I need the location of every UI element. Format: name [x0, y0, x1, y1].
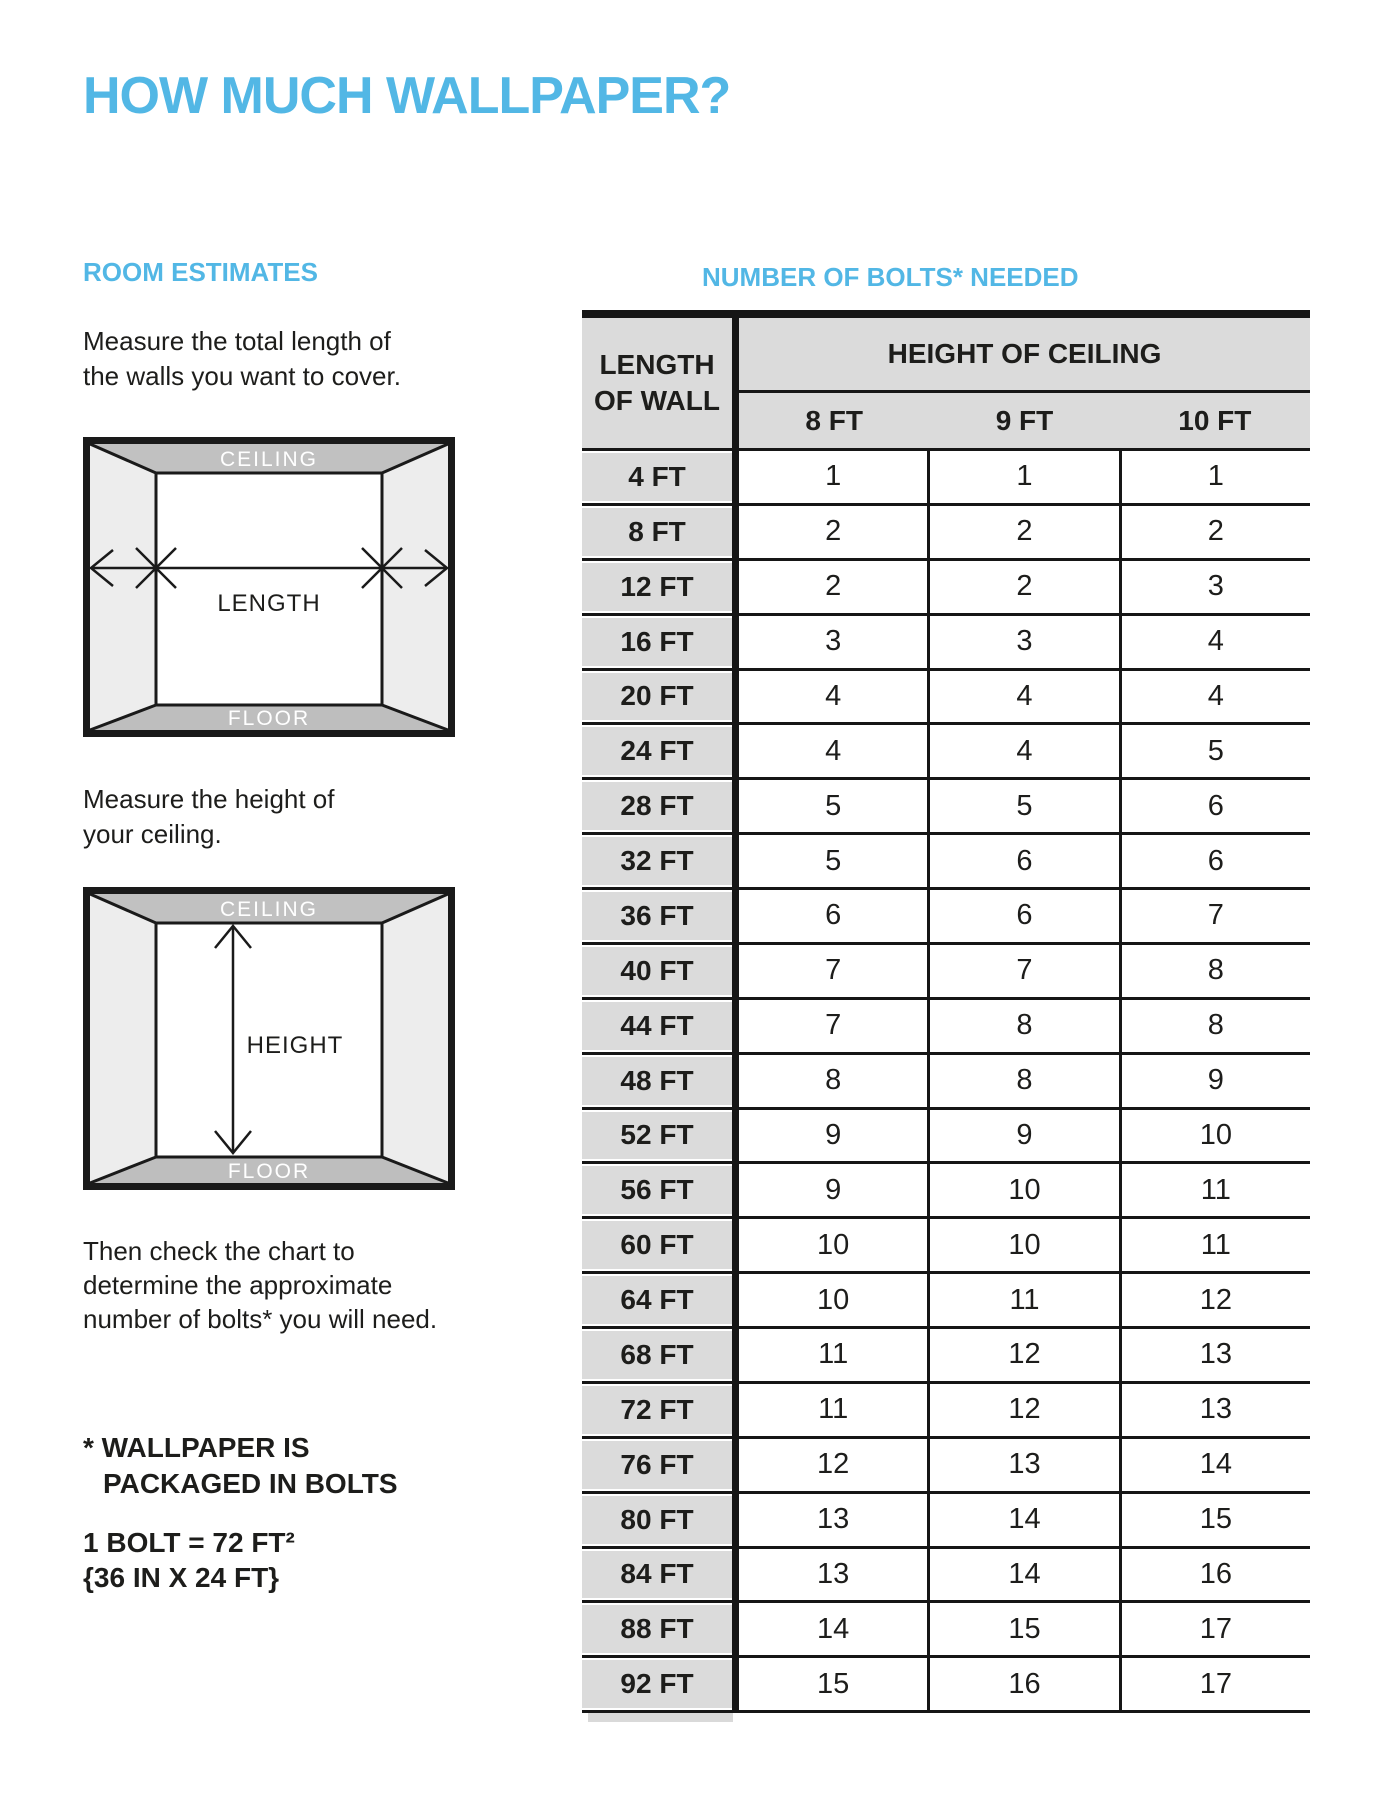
cell-value: 15 [927, 1603, 1118, 1655]
row-label: 64 FT [582, 1274, 732, 1326]
cell-value: 16 [927, 1658, 1118, 1710]
cell-value: 7 [927, 945, 1118, 997]
row-label: 60 FT [582, 1219, 732, 1271]
para-check-chart-line3: number of bolts* you will need. [83, 1304, 438, 1334]
cell-value: 10 [739, 1274, 927, 1326]
cell-value: 6 [1119, 835, 1310, 887]
corner-line1: LENGTH [599, 349, 715, 380]
cell-value: 8 [927, 1000, 1118, 1052]
row-label: 8 FT [582, 506, 732, 558]
para-measure-length [83, 324, 401, 394]
row-label: 32 FT [582, 835, 732, 887]
bolts-table [582, 310, 1310, 1724]
cell-value: 10 [927, 1164, 1118, 1216]
cell-value: 2 [739, 561, 927, 613]
table-row [582, 887, 1310, 942]
cell-value: 4 [1119, 616, 1310, 668]
cell-value: 12 [1119, 1274, 1310, 1326]
cell-value: 17 [1119, 1658, 1310, 1710]
row-label: 56 FT [582, 1164, 732, 1216]
cell-value: 14 [927, 1549, 1118, 1601]
cell-value: 14 [1119, 1439, 1310, 1491]
height-of-ceiling-banner: HEIGHT OF CEILING [739, 318, 1310, 390]
page-title: HOW MUCH WALLPAPER? [83, 67, 731, 125]
table-vertical-divider [732, 318, 739, 1710]
cell-value: 4 [739, 671, 927, 723]
row-label: 48 FT [582, 1055, 732, 1107]
floor-label: FLOOR [227, 1160, 311, 1183]
para-check-chart [83, 1234, 437, 1336]
table-row [582, 942, 1310, 997]
left-wall-surface [90, 894, 156, 1183]
cell-value: 11 [927, 1274, 1118, 1326]
cell-value: 5 [739, 835, 927, 887]
row-label: 4 FT [582, 451, 732, 503]
cell-value: 11 [739, 1384, 927, 1436]
table-row [582, 1381, 1310, 1436]
bolt-definition-line1: 1 BOLT = 72 FT² [83, 1527, 295, 1558]
cell-value: 16 [1119, 1549, 1310, 1601]
table-row [582, 558, 1310, 613]
cell-value: 1 [927, 451, 1118, 503]
cell-value: 5 [1119, 725, 1310, 777]
cell-value: 10 [1119, 1110, 1310, 1162]
col-header-10ft: 10 FT [1178, 404, 1252, 436]
bolt-definition [83, 1525, 295, 1595]
row-label: 16 FT [582, 616, 732, 668]
cell-value: 6 [927, 835, 1118, 887]
table-row [582, 722, 1310, 777]
table-row [582, 1052, 1310, 1107]
row-label: 72 FT [582, 1384, 732, 1436]
table-row [582, 832, 1310, 887]
cell-value: 10 [927, 1219, 1118, 1271]
cell-value: 13 [1119, 1384, 1310, 1436]
table-row [582, 1655, 1310, 1710]
row-label: 88 FT [582, 1603, 732, 1655]
table-row [582, 451, 1310, 503]
cell-value: 6 [1119, 780, 1310, 832]
cell-value: 6 [927, 890, 1118, 942]
row-label: 24 FT [582, 725, 732, 777]
table-row [582, 613, 1310, 668]
para-check-chart-line2: determine the approximate [83, 1270, 393, 1300]
row-label: 44 FT [582, 1000, 732, 1052]
cell-value: 13 [1119, 1329, 1310, 1381]
para-measure-height [83, 782, 335, 852]
room-height-diagram [83, 887, 455, 1190]
cell-value: 8 [1119, 1000, 1310, 1052]
col-header-9ft: 9 FT [995, 404, 1054, 436]
table-row [582, 1436, 1310, 1491]
cell-value: 5 [739, 780, 927, 832]
cell-value: 3 [1119, 561, 1310, 613]
table-row [582, 1271, 1310, 1326]
table-row [582, 1600, 1310, 1655]
table-row [582, 777, 1310, 832]
table-body [582, 451, 1310, 1710]
cell-value: 9 [927, 1110, 1118, 1162]
cell-value: 1 [739, 451, 927, 503]
left-wall-surface [90, 444, 156, 730]
corner-cell [582, 318, 732, 448]
cell-value: 13 [739, 1549, 927, 1601]
cell-value: 12 [927, 1384, 1118, 1436]
cell-value: 11 [1119, 1164, 1310, 1216]
cell-value: 9 [739, 1110, 927, 1162]
cell-value: 3 [927, 616, 1118, 668]
room-estimates-heading: ROOM ESTIMATES [83, 257, 318, 287]
wallpaper-footnote [83, 1430, 398, 1502]
table-row [582, 668, 1310, 723]
table-row [582, 1491, 1310, 1546]
row-label: 28 FT [582, 780, 732, 832]
cell-value: 2 [739, 506, 927, 558]
row-label: 84 FT [582, 1549, 732, 1601]
cell-value: 2 [1119, 506, 1310, 558]
footnote-line1: * WALLPAPER IS [83, 1432, 310, 1463]
cell-value: 4 [927, 725, 1118, 777]
table-top-border [582, 310, 1310, 318]
para-measure-height-line2: your ceiling. [83, 819, 222, 849]
cell-value: 2 [927, 561, 1118, 613]
cell-value: 12 [739, 1439, 927, 1491]
table-row [582, 1326, 1310, 1381]
table-heading: NUMBER OF BOLTS* NEEDED [702, 262, 1079, 292]
cell-value: 12 [927, 1329, 1118, 1381]
right-wall-surface [382, 894, 448, 1183]
cell-value: 11 [1119, 1219, 1310, 1271]
cell-value: 17 [1119, 1603, 1310, 1655]
right-wall-surface [382, 444, 448, 730]
back-wall [156, 473, 382, 705]
cell-value: 6 [739, 890, 927, 942]
row-label: 76 FT [582, 1439, 732, 1491]
cell-value: 3 [739, 616, 927, 668]
cell-value: 10 [739, 1219, 927, 1271]
cell-value: 4 [1119, 671, 1310, 723]
cell-value: 4 [739, 725, 927, 777]
table-row [582, 1107, 1310, 1162]
bolt-definition-line2: {36 IN X 24 FT} [83, 1562, 280, 1593]
ceiling-label: CEILING [219, 448, 319, 471]
para-measure-length-line2: the walls you want to cover. [83, 361, 401, 391]
para-measure-height-line1: Measure the height of [83, 784, 335, 814]
cell-value: 7 [1119, 890, 1310, 942]
cell-value: 7 [739, 1000, 927, 1052]
table-row [582, 997, 1310, 1052]
cell-value: 14 [739, 1603, 927, 1655]
cell-value: 8 [739, 1055, 927, 1107]
cell-value: 7 [739, 945, 927, 997]
col-header-8ft: 8 FT [805, 404, 863, 436]
cell-value: 9 [739, 1164, 927, 1216]
floor-label: FLOOR [227, 707, 311, 730]
row-label: 80 FT [582, 1494, 732, 1546]
cell-value: 15 [739, 1658, 927, 1710]
cell-value: 8 [1119, 945, 1310, 997]
table-row [582, 1216, 1310, 1271]
row-label: 12 FT [582, 561, 732, 613]
row-label: 36 FT [582, 890, 732, 942]
column-headers [739, 393, 1310, 448]
cell-value: 13 [739, 1494, 927, 1546]
room-length-diagram [83, 437, 455, 737]
length-label: LENGTH [217, 590, 321, 617]
table-row [582, 1161, 1310, 1216]
cell-value: 11 [739, 1329, 927, 1381]
cell-value: 14 [927, 1494, 1118, 1546]
label-column-stub [588, 1713, 733, 1722]
para-measure-length-line1: Measure the total length of [83, 326, 391, 356]
row-label: 40 FT [582, 945, 732, 997]
row-label: 20 FT [582, 671, 732, 723]
corner-line2: OF WALL [594, 385, 720, 416]
cell-value: 9 [1119, 1055, 1310, 1107]
cell-value: 1 [1119, 451, 1310, 503]
row-label: 52 FT [582, 1110, 732, 1162]
cell-value: 15 [1119, 1494, 1310, 1546]
para-check-chart-line1: Then check the chart to [83, 1236, 355, 1266]
table-row [582, 1546, 1310, 1601]
row-label: 92 FT [582, 1658, 732, 1710]
row-label: 68 FT [582, 1329, 732, 1381]
cell-value: 8 [927, 1055, 1118, 1107]
height-label: HEIGHT [246, 1032, 344, 1059]
cell-value: 13 [927, 1439, 1118, 1491]
cell-value: 2 [927, 506, 1118, 558]
table-row [582, 503, 1310, 558]
footnote-line2: PACKAGED IN BOLTS [103, 1468, 398, 1499]
cell-value: 4 [927, 671, 1118, 723]
cell-value: 5 [927, 780, 1118, 832]
ceiling-label: CEILING [219, 898, 319, 921]
